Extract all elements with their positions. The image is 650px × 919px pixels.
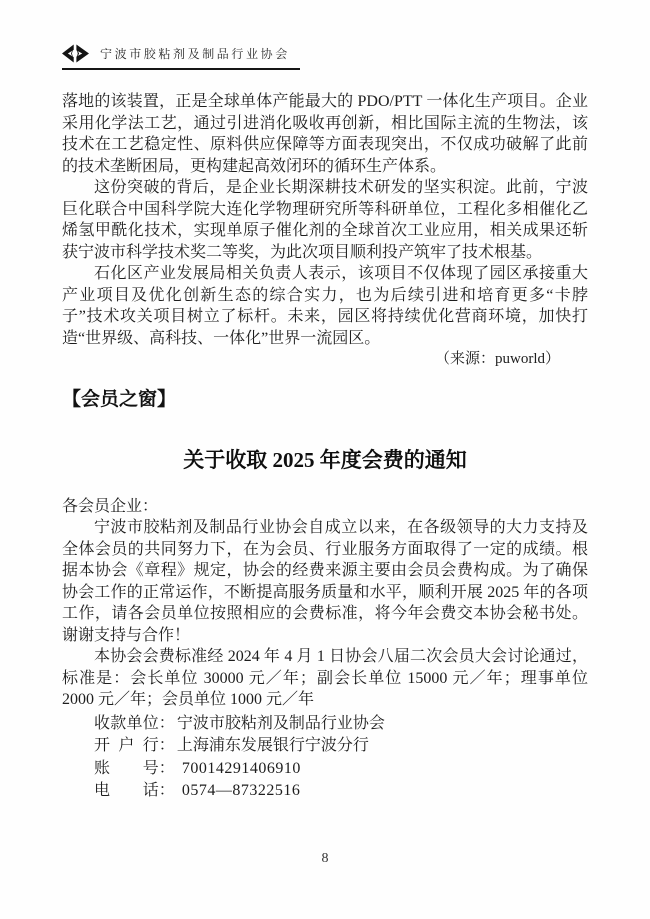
notice-paragraph: 宁波市胶粘剂及制品行业协会自成立以来，在各级领导的大力支持及全体会员的共同努力下，在为会员、行业服务方面取得了一定的成绩。根据本协会《章程》规定，协会的经费来源主要由会员会费构成。为了确保协会工作的正常运作，不断提高服务质量和水平，顺利开展 2025 年的各项工作，请各会员单位按照相应的会费标准，将今年会费交本协会秘书处。谢谢支持与合作！: [62, 519, 588, 644]
detail-label: 电话: [94, 782, 159, 800]
detail-value: 宁波市胶粘剂及制品行业协会: [176, 714, 385, 732]
detail-row-payee: [94, 713, 588, 736]
detail-colon: ：: [158, 759, 175, 777]
payment-details: [62, 713, 588, 803]
notice-title: 关于收取 2025 年度会费的通知: [183, 447, 467, 472]
detail-colon: ：: [158, 737, 175, 755]
notice-paragraph: 本协会会费标准经 2024 年 4 月 1 日协会八届二次会员大会讨论通过，标准是：会长单位 30000 元／年；副会长单位 15000 元／年；理事单位 2000 元／年；会员单位 1000 元／年: [62, 648, 588, 708]
detail-value: 上海浦东发展银行宁波分行: [176, 737, 369, 755]
detail-value: 0574—87322516: [181, 782, 301, 800]
detail-label: 账号: [94, 759, 159, 777]
detail-label: 收款单位: [94, 714, 159, 732]
detail-colon: ：: [158, 782, 175, 800]
article-body: [62, 91, 588, 371]
article-paragraph: 这份突破的背后，是企业长期深耕技术研发的坚实积淀。此前，宁波巨化联合中国科学院大连化学物理研究所等科研单位，工程化多相催化乙烯氢甲酰化技术，实现单原子催化剂的全球首次工业应用，相关成果还斩获宁波市科学技术奖二等奖，为此次项目顺利投产筑牢了技术根基。: [62, 179, 588, 261]
association-logo-icon: [62, 44, 89, 63]
page-number: 8: [321, 851, 329, 866]
page-header: [62, 44, 300, 70]
detail-row-phone: [94, 780, 588, 803]
article-source: （来源：puworld）: [435, 351, 560, 367]
detail-row-account: [94, 758, 588, 781]
detail-row-bank: [94, 735, 588, 758]
detail-colon: ：: [158, 714, 175, 732]
notice-salutation: 各会员企业：: [62, 497, 159, 515]
detail-label: 开户行: [94, 737, 159, 755]
detail-value: 70014291406910: [181, 759, 301, 777]
section-header-members-window: 【会员之窗】: [62, 388, 177, 410]
article-paragraph: 石化区产业发展局相关负责人表示，该项目不仅体现了园区承接重大产业项目及优化创新生态的综合实力，也为后续引进和培育更多“卡脖子”技术攻关项目树立了标杆。未来，园区将持续优化营商环境，加快打造“世界级、高科技、一体化”世界一流园区。: [62, 265, 588, 347]
article-paragraph: 落地的该装置，正是全球单体产能最大的 PDO/PTT 一体化生产项目。企业采用化学法工艺，通过引进消化吸收再创新，相比国际主流的生物法，该技术在工艺稳定性、原料供应保障等方面表现突出，不仅成功破解了此前的技术垄断困局，更构建起高效闭环的循环生产体系。: [62, 93, 588, 175]
org-name: 宁波市胶粘剂及制品行业协会: [100, 47, 290, 61]
